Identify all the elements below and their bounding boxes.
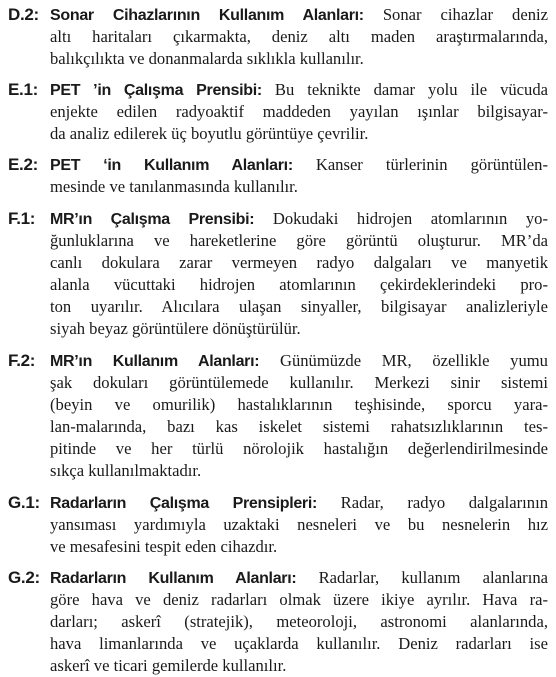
entry-line: göre hava ve deniz radarları olmak üzere ikiye ayrılır. Hava ra- bbox=[50, 590, 548, 609]
entry-code: E.1: bbox=[8, 80, 38, 99]
entry-line: darları; askerî (stratejik), meteoroloji, astronomi alanlarında, bbox=[50, 612, 548, 631]
entry-code: G.2: bbox=[8, 568, 40, 587]
entry-line: mesinde ve tanılanmasında kullanılır. bbox=[50, 177, 298, 196]
entry-line: lan-malarında, bazı kas iskelet sistemi rahatsızlıklarının tes- bbox=[50, 417, 548, 436]
entry-e1 bbox=[8, 79, 552, 149]
entry-line: (beyin ve omurilik) hastalıklarının teşhisinde, sporcu yara- bbox=[50, 395, 548, 414]
entry-g1 bbox=[8, 492, 552, 562]
entry-title: PET ‘in Kullanım Alanları: bbox=[50, 157, 293, 174]
entry-text: Günümüzde MR, özellikle yumu bbox=[259, 351, 548, 370]
entry-line: balıkçılıkta ve donanmalarda sıklıkla kullanılır. bbox=[50, 49, 364, 68]
entry-line bbox=[50, 350, 548, 372]
entry-line: enjekte edilen radyoaktif maddeden yayılan ışınlar bilgisayar- bbox=[50, 102, 548, 121]
entry-line: yansıması yardımıyla uzaktaki nesneleri ve bu nesnelerin hız bbox=[50, 515, 548, 534]
entry-line: siyah beyaz görüntülere dönüştürülür. bbox=[50, 319, 301, 338]
entry-f2 bbox=[8, 350, 552, 486]
entry-line: canlı dokulara zarar vermeyen radyo dalgaları ve manyetik bbox=[50, 253, 548, 272]
entry-title: Radarların Çalışma Prensipleri: bbox=[50, 495, 318, 512]
entry-line bbox=[50, 208, 548, 230]
entry-line bbox=[50, 79, 548, 101]
entry-line bbox=[50, 154, 548, 176]
entry-text: Sonar cihazlar deniz bbox=[363, 5, 548, 24]
entry-title: MR’ın Çalışma Prensibi: bbox=[50, 211, 255, 228]
entry-line: sıkça kullanılmaktadır. bbox=[50, 461, 202, 480]
entry-title: PET ’in Çalışma Prensibi: bbox=[50, 82, 262, 99]
entry-code: F.2: bbox=[8, 351, 36, 370]
entry-code: E.2: bbox=[8, 155, 38, 174]
entry-line: hava limanlarında ve uçaklarda kullanılır. Deniz radarları ise bbox=[50, 634, 548, 653]
entry-text: Kanser türlerinin görüntülen- bbox=[292, 155, 548, 174]
entry-code: G.1: bbox=[8, 493, 40, 512]
entry-title: Sonar Cihazlarının Kullanım Alanları: bbox=[50, 7, 364, 24]
entry-text: Bu teknikte damar yolu ile vücuda bbox=[261, 80, 548, 99]
entry-line: şak dokuları görüntülemede kullanılır. Merkezi sinir sistemi bbox=[50, 373, 548, 392]
entry-line bbox=[50, 492, 548, 514]
entry-line: askerî ve ticari gemilerde kullanılır. bbox=[50, 656, 287, 675]
entry-text: Radar, radyo dalgalarının bbox=[317, 493, 548, 512]
entry-line: ve mesafesini tespit eden cihazdır. bbox=[50, 537, 278, 556]
entry-line bbox=[50, 567, 548, 589]
entry-text: Dokudaki hidrojen atomlarının yo- bbox=[254, 209, 548, 228]
entry-line bbox=[50, 4, 548, 26]
entry-code: D.2: bbox=[8, 5, 39, 24]
entry-text: Radarlar, kullanım alanlarına bbox=[296, 568, 548, 587]
entry-e2 bbox=[8, 154, 552, 202]
entry-line: alanla vücuttaki hidrojen atomlarının çekirdeklerindeki pro- bbox=[50, 275, 548, 294]
entry-f1 bbox=[8, 208, 552, 344]
entry-g2 bbox=[8, 567, 552, 677]
entry-line: altı haritaları çıkarmakta, deniz altı maden araştırmalarında, bbox=[50, 27, 548, 46]
entry-line: ton uyarılır. Alıcılara ulaşan sinyaller, bilgisayar analizleriyle bbox=[50, 297, 548, 316]
entry-code: F.1: bbox=[8, 209, 36, 228]
entry-line: da analiz edilerek üç boyutlu görüntüye çevrilir. bbox=[50, 124, 369, 143]
entry-title: Radarların Kullanım Alanları: bbox=[50, 570, 297, 587]
entry-d2 bbox=[8, 4, 552, 74]
entry-title: MR’ın Kullanım Alanları: bbox=[50, 353, 260, 370]
entry-line: pitinde ve her türlü nörolojik hastalığın değerlendirilmesinde bbox=[50, 439, 548, 458]
entry-line: ğunluklarına ve hareketlerine göre görüntü oluşturur. MR’da bbox=[50, 231, 548, 250]
